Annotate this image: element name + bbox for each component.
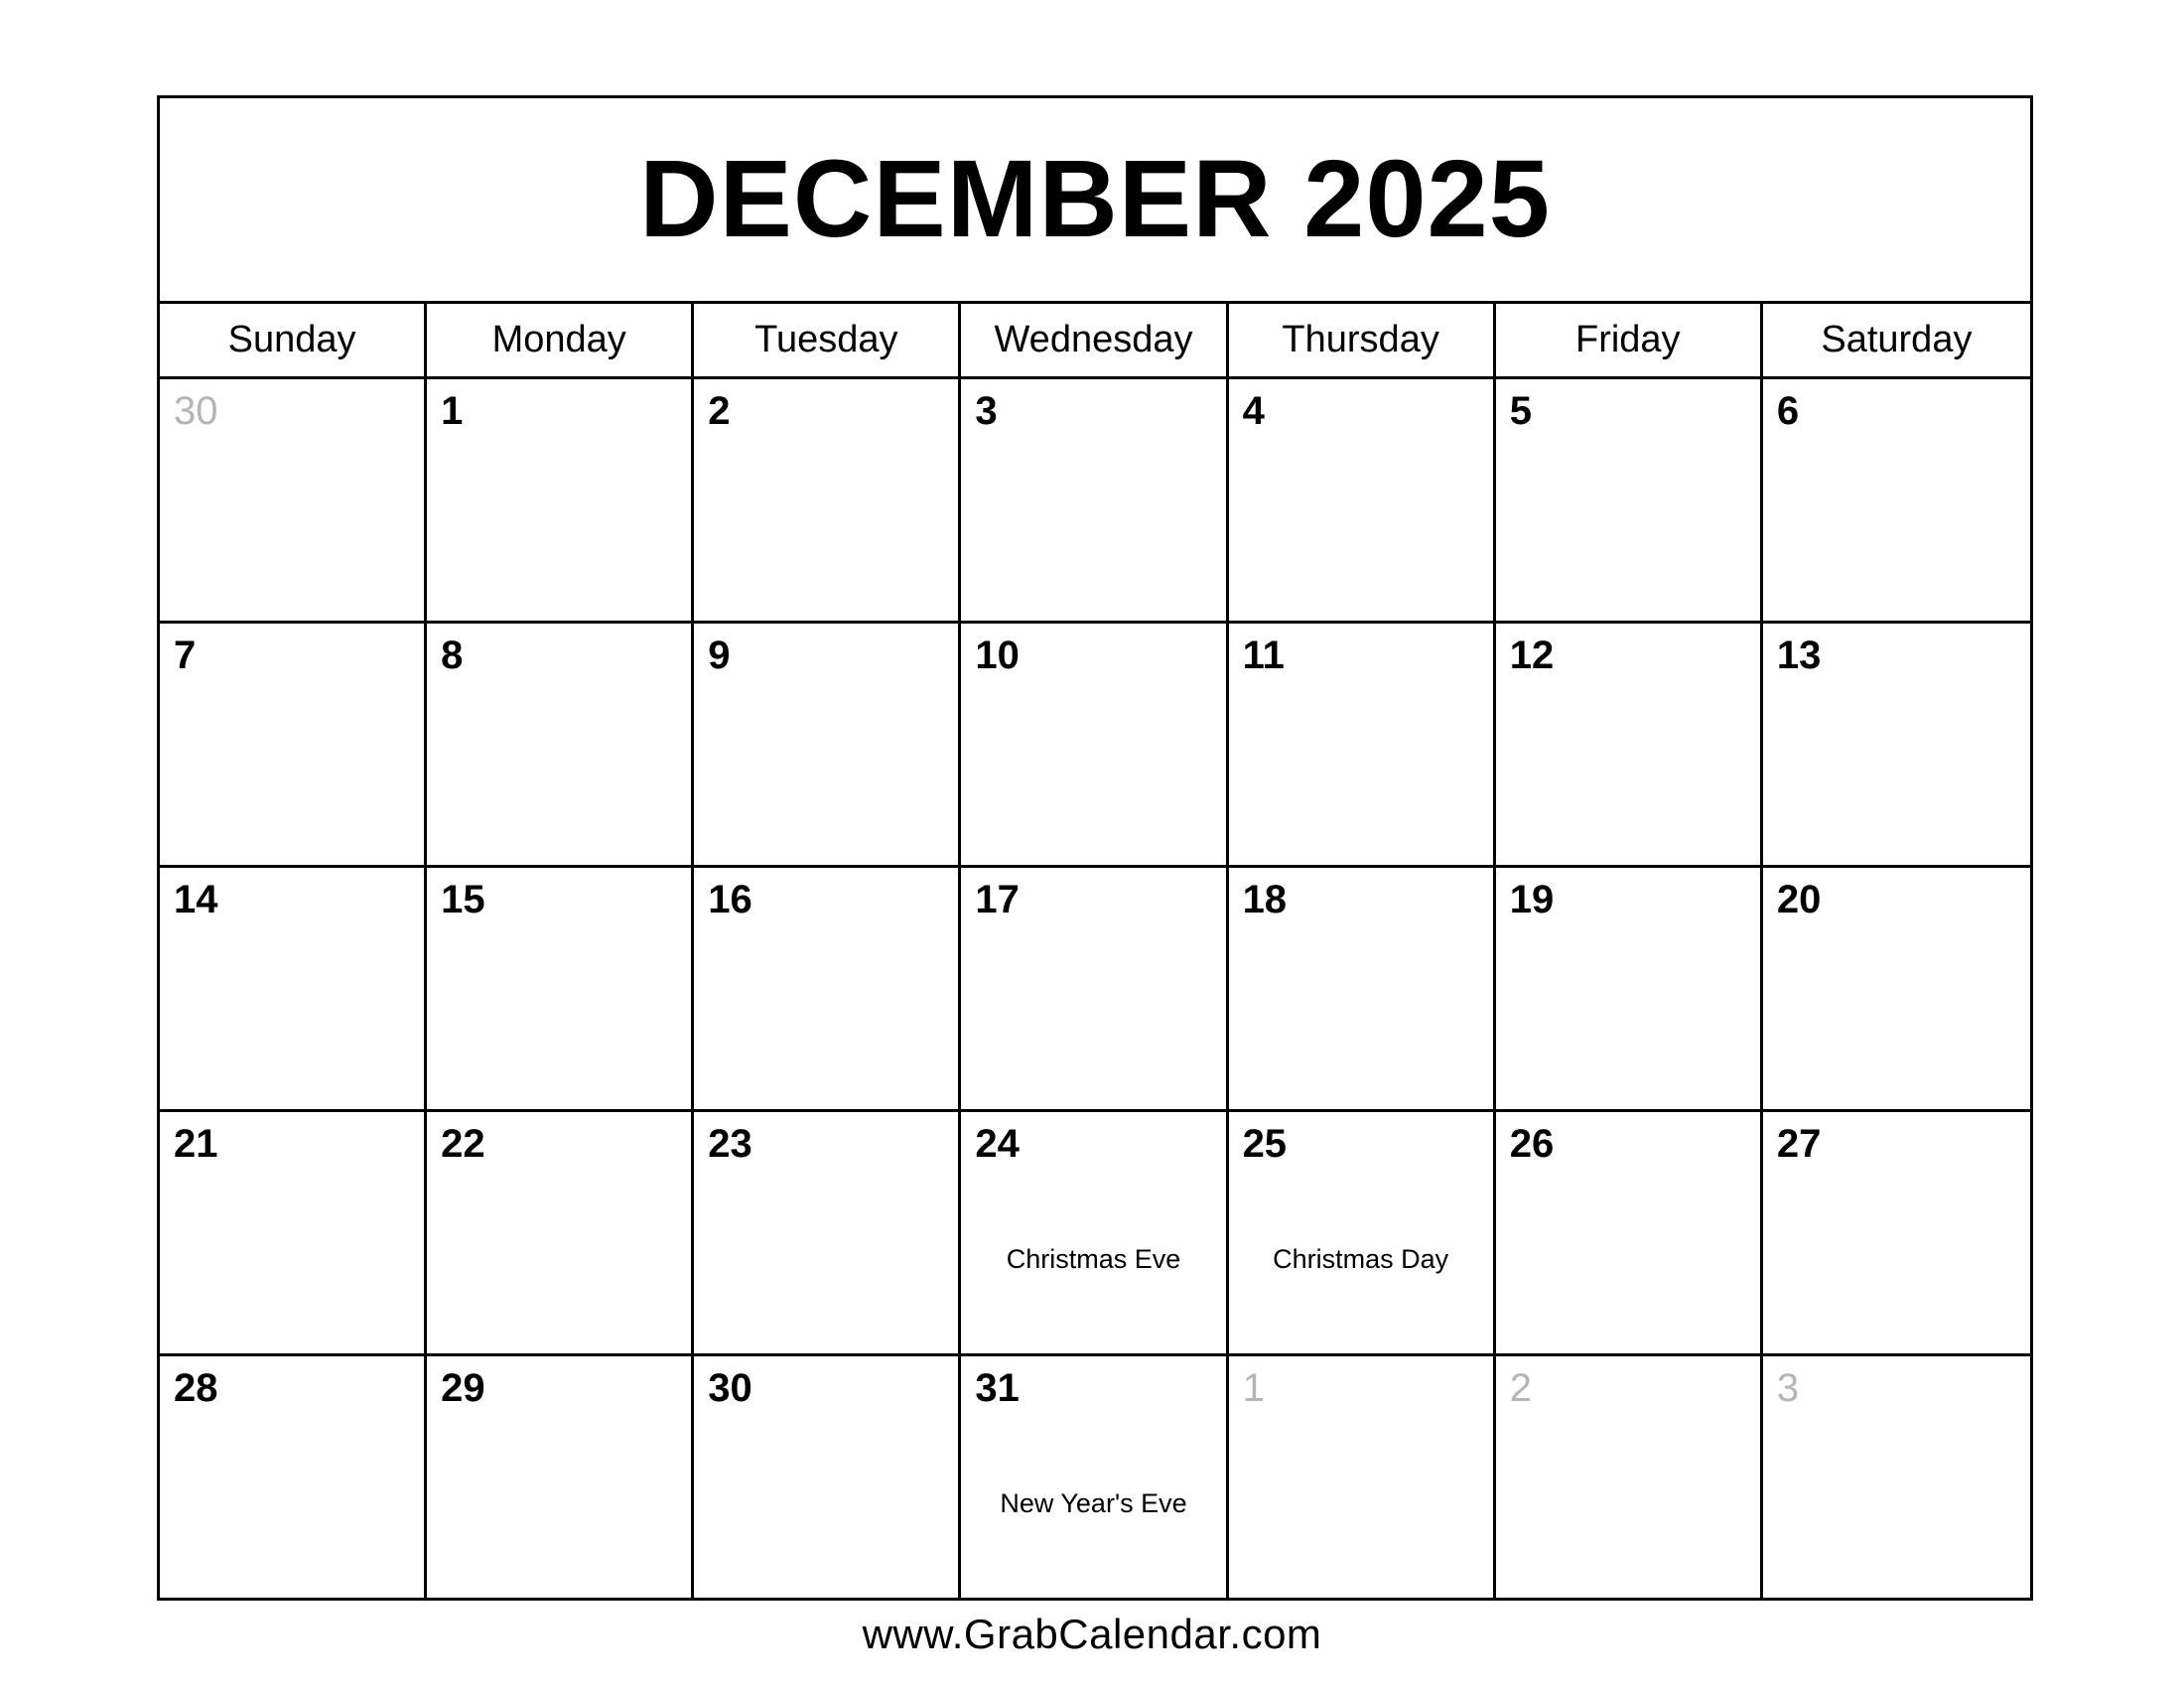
day-cell[interactable] <box>1763 624 2030 865</box>
day-cell[interactable] <box>427 1112 694 1353</box>
day-number: 29 <box>441 1366 485 1410</box>
day-number: 2 <box>708 389 731 433</box>
day-event: New Year's Eve <box>1000 1488 1187 1518</box>
day-number: 1 <box>441 389 464 433</box>
day-cell[interactable] <box>1496 379 1763 621</box>
calendar-week-row <box>160 1356 2030 1598</box>
day-cell[interactable] <box>961 379 1228 621</box>
day-cell[interactable] <box>1496 1112 1763 1353</box>
page-title: DECEMBER 2025 <box>639 138 1551 260</box>
day-cell[interactable] <box>694 379 961 621</box>
calendar-week-row <box>160 868 2030 1112</box>
calendar-week-row <box>160 624 2030 868</box>
day-cell[interactable] <box>160 1356 427 1598</box>
day-number: 24 <box>975 1122 1020 1166</box>
day-number: 30 <box>708 1366 752 1410</box>
day-number: 14 <box>174 878 218 921</box>
day-number: 1 <box>1242 1366 1265 1410</box>
weekday-header-saturday: Saturday <box>1821 319 1973 360</box>
day-cell[interactable] <box>1229 1356 1496 1598</box>
day-cell[interactable] <box>427 624 694 865</box>
day-cell[interactable] <box>1229 1112 1496 1353</box>
day-cell[interactable] <box>694 624 961 865</box>
day-cell[interactable] <box>1229 379 1496 621</box>
day-number: 11 <box>1242 633 1285 677</box>
day-number: 3 <box>975 389 998 433</box>
day-event: Christmas Day <box>1273 1244 1449 1274</box>
day-cell[interactable] <box>427 1356 694 1598</box>
day-number: 18 <box>1242 878 1288 921</box>
weekday-header-friday: Friday <box>1496 304 1763 376</box>
calendar-title-bar <box>160 98 2030 304</box>
day-cell[interactable] <box>1496 868 1763 1109</box>
day-cell[interactable] <box>694 868 961 1109</box>
day-number: 2 <box>1509 1366 1532 1410</box>
day-cell[interactable] <box>1763 868 2030 1109</box>
day-cell[interactable] <box>1229 868 1496 1109</box>
day-cell[interactable] <box>1763 1356 2030 1598</box>
day-cell[interactable] <box>694 1356 961 1598</box>
day-cell[interactable] <box>961 624 1228 865</box>
day-number: 6 <box>1776 389 1800 433</box>
day-number: 10 <box>975 633 1020 677</box>
day-cell[interactable] <box>1763 379 2030 621</box>
weekday-header-thursday: Thursday <box>1229 304 1496 376</box>
day-cell[interactable] <box>961 1356 1228 1598</box>
day-cell[interactable] <box>961 868 1228 1109</box>
weekday-header-tuesday: Tuesday <box>694 304 961 376</box>
day-cell[interactable] <box>160 379 427 621</box>
weekday-header-wednesday: Wednesday <box>961 304 1228 376</box>
day-number: 21 <box>174 1122 218 1166</box>
weekday-header-monday: Monday <box>427 304 694 376</box>
day-number: 27 <box>1776 1122 1822 1166</box>
day-cell[interactable] <box>694 1112 961 1353</box>
day-cell[interactable] <box>160 624 427 865</box>
day-number: 22 <box>441 1122 485 1166</box>
day-cell[interactable] <box>961 1112 1228 1353</box>
day-cell[interactable] <box>1763 1112 2030 1353</box>
day-number: 5 <box>1509 389 1532 433</box>
day-event: Christmas Eve <box>1006 1244 1181 1274</box>
calendar-week-row <box>160 379 2030 624</box>
day-number: 20 <box>1776 878 1822 921</box>
day-cell[interactable] <box>1229 624 1496 865</box>
day-number: 19 <box>1509 878 1555 921</box>
day-cell[interactable] <box>427 868 694 1109</box>
day-number: 17 <box>975 878 1020 921</box>
calendar-grid <box>157 95 2033 1601</box>
day-number: 7 <box>174 633 197 677</box>
day-cell[interactable] <box>1496 624 1763 865</box>
day-number: 28 <box>174 1366 218 1410</box>
day-number: 9 <box>708 633 731 677</box>
day-number: 16 <box>708 878 752 921</box>
day-cell[interactable] <box>1496 1356 1763 1598</box>
day-number: 13 <box>1776 633 1822 677</box>
day-number: 15 <box>441 878 485 921</box>
day-number: 4 <box>1242 389 1265 433</box>
day-cell[interactable] <box>427 379 694 621</box>
day-number: 3 <box>1776 1366 1800 1410</box>
day-number: 26 <box>1509 1122 1555 1166</box>
weekday-header-sunday: Sunday <box>160 304 427 376</box>
day-cell[interactable] <box>160 1112 427 1353</box>
day-number: 8 <box>441 633 464 677</box>
day-number: 31 <box>975 1366 1020 1410</box>
day-number: 12 <box>1509 633 1555 677</box>
weekday-header-row <box>160 304 2030 379</box>
calendar-week-row <box>160 1112 2030 1356</box>
day-cell[interactable] <box>160 868 427 1109</box>
day-number: 30 <box>174 389 218 433</box>
day-number: 25 <box>1242 1122 1288 1166</box>
day-number: 23 <box>708 1122 752 1166</box>
site-url-footer: www.GrabCalendar.com <box>862 1611 1322 1657</box>
